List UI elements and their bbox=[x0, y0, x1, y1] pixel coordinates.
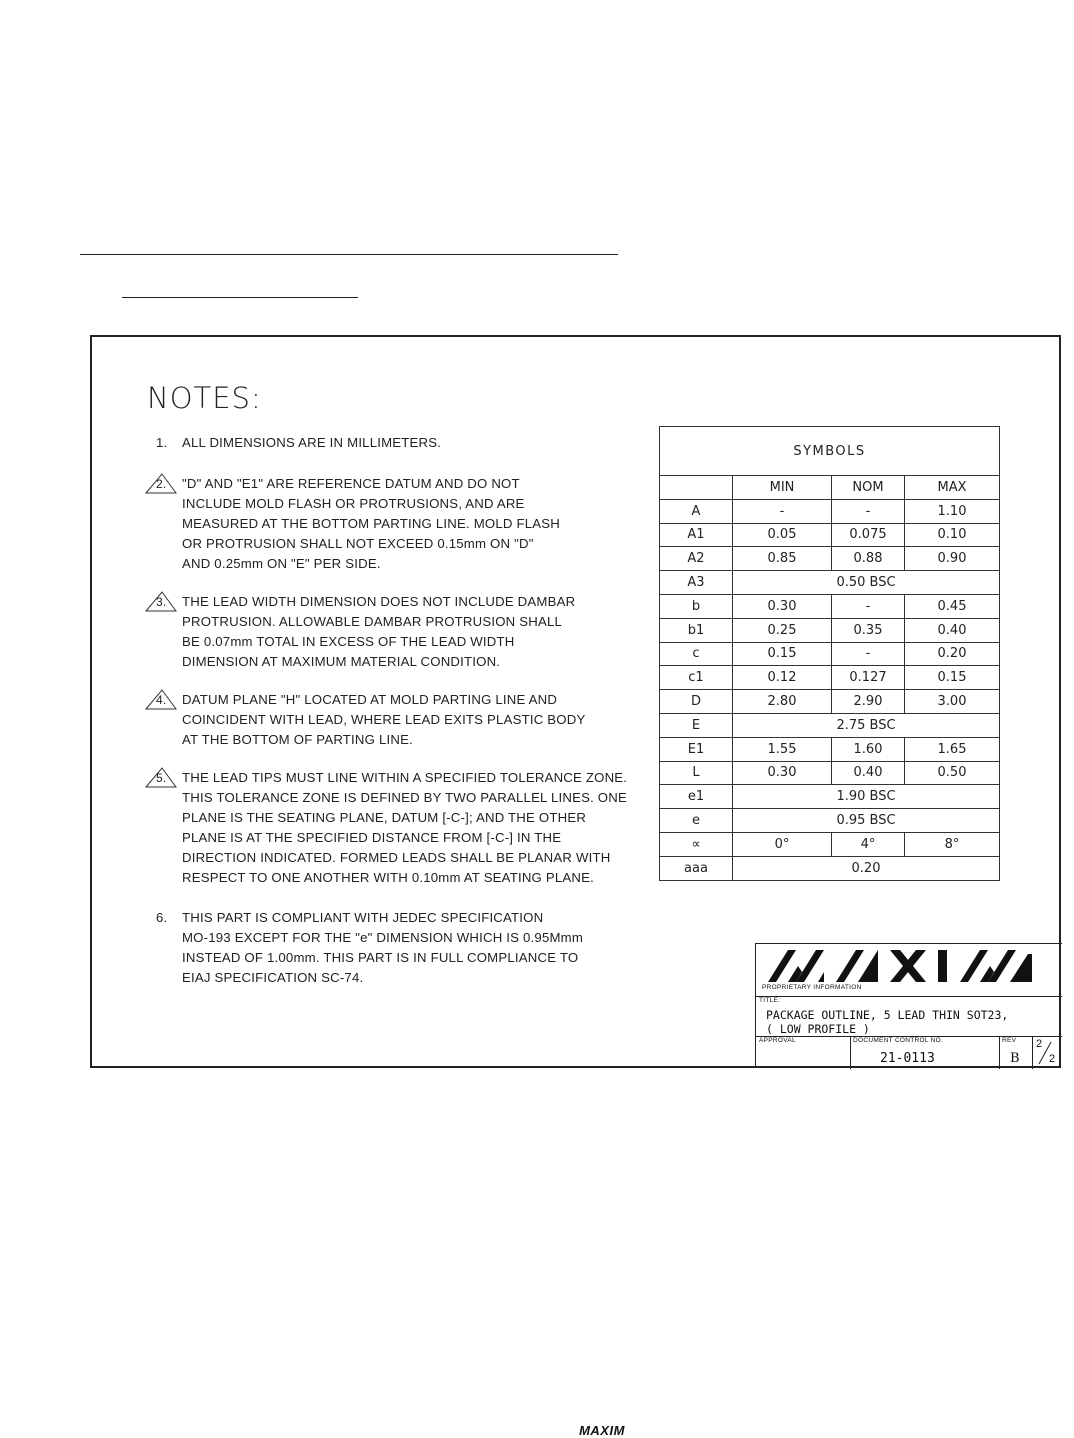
value-cell: - bbox=[733, 499, 832, 523]
rev-label: REV bbox=[1002, 1037, 1017, 1044]
value-cell: 0.12 bbox=[733, 666, 832, 690]
symbol-cell: e bbox=[660, 809, 733, 833]
svg-text:MAXIM: MAXIM bbox=[579, 1423, 625, 1437]
doc-control-number: 21-0113 bbox=[880, 1051, 935, 1066]
symbol-cell: A2 bbox=[660, 547, 733, 571]
note-number: 1. bbox=[156, 435, 168, 450]
column-header bbox=[660, 476, 733, 500]
note-line: BE 0.07mm TOTAL IN EXCESS OF THE LEAD WIDTH bbox=[182, 634, 515, 649]
doc-control-label: DOCUMENT CONTROL NO. bbox=[853, 1037, 944, 1044]
note-number: 3. bbox=[156, 595, 167, 609]
logo-box bbox=[756, 944, 1062, 997]
note-line: THE LEAD WIDTH DIMENSION DOES NOT INCLUDE DAMBAR bbox=[182, 594, 576, 609]
title-block-row bbox=[756, 1036, 1062, 1069]
note-line: PLANE IS AT THE SPECIFIED DISTANCE FROM [-C-] IN THE bbox=[182, 830, 562, 845]
warning-triangle-icon bbox=[144, 590, 178, 612]
sheet-slash bbox=[1035, 1038, 1059, 1066]
note-line: PROTRUSION. ALLOWABLE DAMBAR PROTRUSION SHALL bbox=[182, 614, 563, 629]
value-cell: - bbox=[832, 642, 905, 666]
note-line: PLANE IS THE SEATING PLANE, DATUM [-C-]; AND THE OTHER bbox=[182, 810, 587, 825]
proprietary-label: PROPRIETARY INFORMATION bbox=[762, 984, 862, 991]
value-cell: 0.35 bbox=[832, 618, 905, 642]
note-line: INSTEAD OF 1.00mm. THIS PART IS IN FULL COMPLIANCE TO bbox=[182, 950, 579, 965]
value-cell: 1.10 bbox=[905, 499, 1000, 523]
note-item bbox=[156, 592, 652, 672]
note-line: EIAJ SPECIFICATION SC-74. bbox=[182, 970, 364, 985]
table-row bbox=[660, 856, 1000, 880]
value-cell: 0.95 BSC bbox=[733, 809, 1000, 833]
symbol-cell: A1 bbox=[660, 523, 733, 547]
value-cell: - bbox=[832, 594, 905, 618]
value-cell: 0.25 bbox=[733, 618, 832, 642]
table-row bbox=[660, 523, 1000, 547]
table-row bbox=[660, 761, 1000, 785]
symbol-cell: E bbox=[660, 713, 733, 737]
value-cell: 0.20 bbox=[905, 642, 1000, 666]
value-cell: 0.30 bbox=[733, 594, 832, 618]
value-cell: - bbox=[832, 499, 905, 523]
symbol-cell: A bbox=[660, 499, 733, 523]
note-item bbox=[156, 433, 652, 453]
footer-maxim-logo bbox=[562, 1423, 642, 1437]
warning-triangle-icon bbox=[144, 688, 178, 710]
value-cell: 0.88 bbox=[832, 547, 905, 571]
note-item bbox=[156, 474, 652, 574]
value-cell: 0° bbox=[733, 832, 832, 856]
value-cell: 0.30 bbox=[733, 761, 832, 785]
table-row bbox=[660, 547, 1000, 571]
column-header: NOM bbox=[832, 476, 905, 500]
note-line: OR PROTRUSION SHALL NOT EXCEED 0.15mm ON "D" bbox=[182, 536, 534, 551]
symbol-cell: L bbox=[660, 761, 733, 785]
symbol-cell: D bbox=[660, 690, 733, 714]
divider bbox=[1032, 1036, 1033, 1069]
value-cell: 0.85 bbox=[733, 547, 832, 571]
table-column-header-row bbox=[660, 476, 1000, 500]
table-row bbox=[660, 785, 1000, 809]
note-item bbox=[156, 768, 652, 888]
symbol-cell: E1 bbox=[660, 737, 733, 761]
value-cell: 1.55 bbox=[733, 737, 832, 761]
value-cell: 0.40 bbox=[832, 761, 905, 785]
value-cell: 1.60 bbox=[832, 737, 905, 761]
table-row bbox=[660, 832, 1000, 856]
value-cell: 4° bbox=[832, 832, 905, 856]
rev-value: B bbox=[1010, 1051, 1020, 1066]
notes-title: NOTES: bbox=[147, 381, 262, 415]
value-cell: 0.127 bbox=[832, 666, 905, 690]
value-cell: 2.90 bbox=[832, 690, 905, 714]
note-number: 6. bbox=[156, 910, 168, 925]
table-row bbox=[660, 809, 1000, 833]
value-cell: 0.45 bbox=[905, 594, 1000, 618]
note-line: COINCIDENT WITH LEAD, WHERE LEAD EXITS PLASTIC BODY bbox=[182, 712, 586, 727]
note-number: 5. bbox=[156, 771, 167, 785]
value-cell: 0.10 bbox=[905, 523, 1000, 547]
table-row bbox=[660, 690, 1000, 714]
symbol-cell: b1 bbox=[660, 618, 733, 642]
note-line: DIRECTION INDICATED. FORMED LEADS SHALL BE PLANAR WITH bbox=[182, 850, 611, 865]
title-block bbox=[755, 943, 1062, 1068]
note-line: THIS PART IS COMPLIANT WITH JEDEC SPECIFICATION bbox=[182, 910, 544, 925]
drawing-frame bbox=[90, 335, 1061, 1068]
note-item bbox=[156, 908, 652, 988]
divider bbox=[850, 1036, 851, 1069]
value-cell: 2.75 BSC bbox=[733, 713, 1000, 737]
table-row bbox=[660, 713, 1000, 737]
value-cell: 0.05 bbox=[733, 523, 832, 547]
title-label: TITLE: bbox=[759, 997, 781, 1004]
table-row bbox=[660, 618, 1000, 642]
value-cell: 8° bbox=[905, 832, 1000, 856]
note-line: MO-193 EXCEPT FOR THE "e" DIMENSION WHICH IS 0.95Mmm bbox=[182, 930, 584, 945]
divider-line bbox=[80, 254, 618, 255]
value-cell: 2.80 bbox=[733, 690, 832, 714]
divider bbox=[999, 1036, 1000, 1069]
symbol-cell: e1 bbox=[660, 785, 733, 809]
maxim-logo bbox=[766, 948, 1038, 984]
note-line: MEASURED AT THE BOTTOM PARTING LINE. MOLD FLASH bbox=[182, 516, 560, 531]
approval-label: APPROVAL bbox=[759, 1037, 796, 1044]
note-item bbox=[156, 690, 652, 750]
note-line: INCLUDE MOLD FLASH OR PROTRUSIONS, AND ARE bbox=[182, 496, 525, 511]
note-line: AND 0.25mm ON "E" PER SIDE. bbox=[182, 556, 381, 571]
table-row bbox=[660, 594, 1000, 618]
table-row bbox=[660, 737, 1000, 761]
table-row bbox=[660, 571, 1000, 595]
table-header: SYMBOLS bbox=[660, 427, 1000, 476]
note-number: 4. bbox=[156, 693, 167, 707]
table-row bbox=[660, 666, 1000, 690]
drawing-title-line-1: PACKAGE OUTLINE, 5 LEAD THIN SOT23, bbox=[766, 1008, 1009, 1022]
note-line: THIS TOLERANCE ZONE IS DEFINED BY TWO PARALLEL LINES. ONE bbox=[182, 790, 627, 805]
note-line: AT THE BOTTOM OF PARTING LINE. bbox=[182, 732, 413, 747]
value-cell: 3.00 bbox=[905, 690, 1000, 714]
table-row bbox=[660, 642, 1000, 666]
symbol-cell: ∝ bbox=[660, 832, 733, 856]
symbol-cell: A3 bbox=[660, 571, 733, 595]
symbols-table bbox=[659, 426, 1000, 881]
note-line: THE LEAD TIPS MUST LINE WITHIN A SPECIFIED TOLERANCE ZONE. bbox=[182, 770, 628, 785]
drawing-title-line-2: ( LOW PROFILE ) bbox=[766, 1022, 870, 1036]
symbol-cell: c1 bbox=[660, 666, 733, 690]
value-cell: 0.50 BSC bbox=[733, 571, 1000, 595]
warning-triangle-icon bbox=[144, 472, 178, 494]
warning-triangle-icon bbox=[144, 766, 178, 788]
value-cell: 1.90 BSC bbox=[733, 785, 1000, 809]
note-line: RESPECT TO ONE ANOTHER WITH 0.10mm AT SEATING PLANE. bbox=[182, 870, 594, 885]
sheet-total: 2 bbox=[1049, 1053, 1056, 1065]
value-cell: 1.65 bbox=[905, 737, 1000, 761]
symbol-cell: c bbox=[660, 642, 733, 666]
note-line: DATUM PLANE "H" LOCATED AT MOLD PARTING LINE AND bbox=[182, 692, 558, 707]
value-cell: 0.15 bbox=[733, 642, 832, 666]
note-line: ALL DIMENSIONS ARE IN MILLIMETERS. bbox=[182, 435, 442, 450]
note-line: "D" AND "E1" ARE REFERENCE DATUM AND DO NOT bbox=[182, 476, 520, 491]
column-header: MIN bbox=[733, 476, 832, 500]
value-cell: 0.15 bbox=[905, 666, 1000, 690]
value-cell: 0.40 bbox=[905, 618, 1000, 642]
value-cell: 0.075 bbox=[832, 523, 905, 547]
divider-line-short bbox=[122, 297, 358, 298]
symbol-cell: aaa bbox=[660, 856, 733, 880]
note-number: 2. bbox=[156, 477, 167, 491]
drawing-title bbox=[766, 1008, 1056, 1036]
value-cell: 0.20 bbox=[733, 856, 1000, 880]
note-line: DIMENSION AT MAXIMUM MATERIAL CONDITION. bbox=[182, 654, 501, 669]
value-cell: 0.90 bbox=[905, 547, 1000, 571]
value-cell: 0.50 bbox=[905, 761, 1000, 785]
column-header: MAX bbox=[905, 476, 1000, 500]
symbol-cell: b bbox=[660, 594, 733, 618]
table-row bbox=[660, 499, 1000, 523]
sheet-number: 2 bbox=[1036, 1038, 1043, 1050]
